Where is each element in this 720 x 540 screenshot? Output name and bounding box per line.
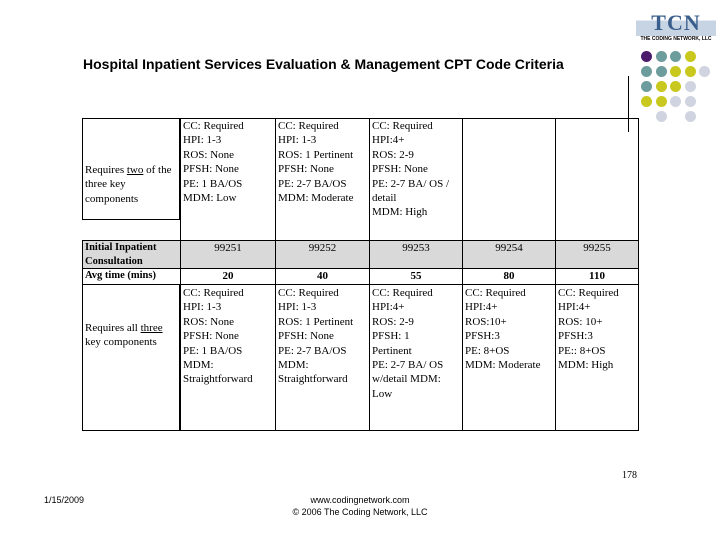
- decorative-dot: [699, 66, 710, 77]
- section1-cell: CC: Required HPI: 1-3 ROS: None PFSH: None PE: 1 BA/OS MDM: Low: [180, 118, 276, 241]
- section2-label: Requires all three key components: [82, 284, 181, 431]
- footer-url: www.codingnetwork.com: [310, 495, 410, 505]
- page-title: Hospital Inpatient Services Evaluation & Management CPT Code Criteria: [83, 56, 564, 72]
- section2-cell: CC: Required HPI:4+ ROS: 10+ PFSH:3 PE:: 8+OS MDM: High: [555, 284, 639, 431]
- code-cell: 99254: [462, 240, 556, 269]
- code-cell: 99253: [369, 240, 463, 269]
- decorative-dot: [670, 81, 681, 92]
- section1-cell: [555, 118, 639, 241]
- section2-cell: CC: Required HPI: 1-3 ROS: None PFSH: None PE: 1 BA/OS MDM: Straightforward: [180, 284, 276, 431]
- logo-text: TCN: [636, 10, 716, 36]
- decorative-dot: [656, 81, 667, 92]
- decorative-dot: [685, 51, 696, 62]
- decorative-dot: [641, 96, 652, 107]
- decorative-dot: [656, 96, 667, 107]
- section1-cell: [462, 118, 556, 241]
- footer-copyright: © 2006 The Coding Network, LLC: [292, 507, 428, 517]
- decorative-dot: [641, 51, 652, 62]
- decorative-dot: [656, 66, 667, 77]
- section2-cell: CC: Required HPI:4+ ROS:10+ PFSH:3 PE: 8+OS MDM: Moderate: [462, 284, 556, 431]
- section1-label: Requires two of the three key components: [82, 118, 181, 220]
- decorative-dot: [685, 81, 696, 92]
- codes-label: Initial Inpatient Consultation: [82, 240, 181, 269]
- section2-cell: CC: Required HPI: 1-3 ROS: 1 Pertinent PFSH: None PE: 2-7 BA/OS MDM: Straightforward: [275, 284, 370, 431]
- decorative-dot: [641, 81, 652, 92]
- tcn-logo: [636, 10, 716, 42]
- decorative-dot: [670, 66, 681, 77]
- decorative-dot: [670, 51, 681, 62]
- section2-cell: CC: Required HPI:4+ ROS: 2-9 PFSH: 1 Pertinent PE: 2-7 BA/ OS w/detail MDM: Low: [369, 284, 463, 431]
- section1-cell: CC: Required HPI:4+ ROS: 2-9 PFSH: None PE: 2-7 BA/ OS / detail MDM: High: [369, 118, 463, 241]
- page-number: 178: [622, 470, 637, 481]
- decorative-dot: [656, 51, 667, 62]
- decorative-dot: [685, 111, 696, 122]
- decorative-dot: [656, 111, 667, 122]
- avg-time-cell: 80: [462, 268, 556, 285]
- avg-time-cell: 20: [180, 268, 276, 285]
- avg-label: Avg time (mins): [82, 268, 181, 285]
- decorative-dot: [641, 66, 652, 77]
- decorative-dot: [685, 96, 696, 107]
- logo-subtitle: THE CODING NETWORK, LLC: [640, 36, 712, 42]
- section1-cell: CC: Required HPI: 1-3 ROS: 1 Pertinent PFSH: None PE: 2-7 BA/OS MDM: Moderate: [275, 118, 370, 241]
- decorative-dot: [685, 66, 696, 77]
- avg-time-cell: 40: [275, 268, 370, 285]
- decorative-dot: [670, 96, 681, 107]
- avg-time-cell: 110: [555, 268, 639, 285]
- code-cell: 99252: [275, 240, 370, 269]
- code-cell: 99251: [180, 240, 276, 269]
- date: 1/15/2009: [44, 495, 85, 505]
- code-cell: 99255: [555, 240, 639, 269]
- avg-time-cell: 55: [369, 268, 463, 285]
